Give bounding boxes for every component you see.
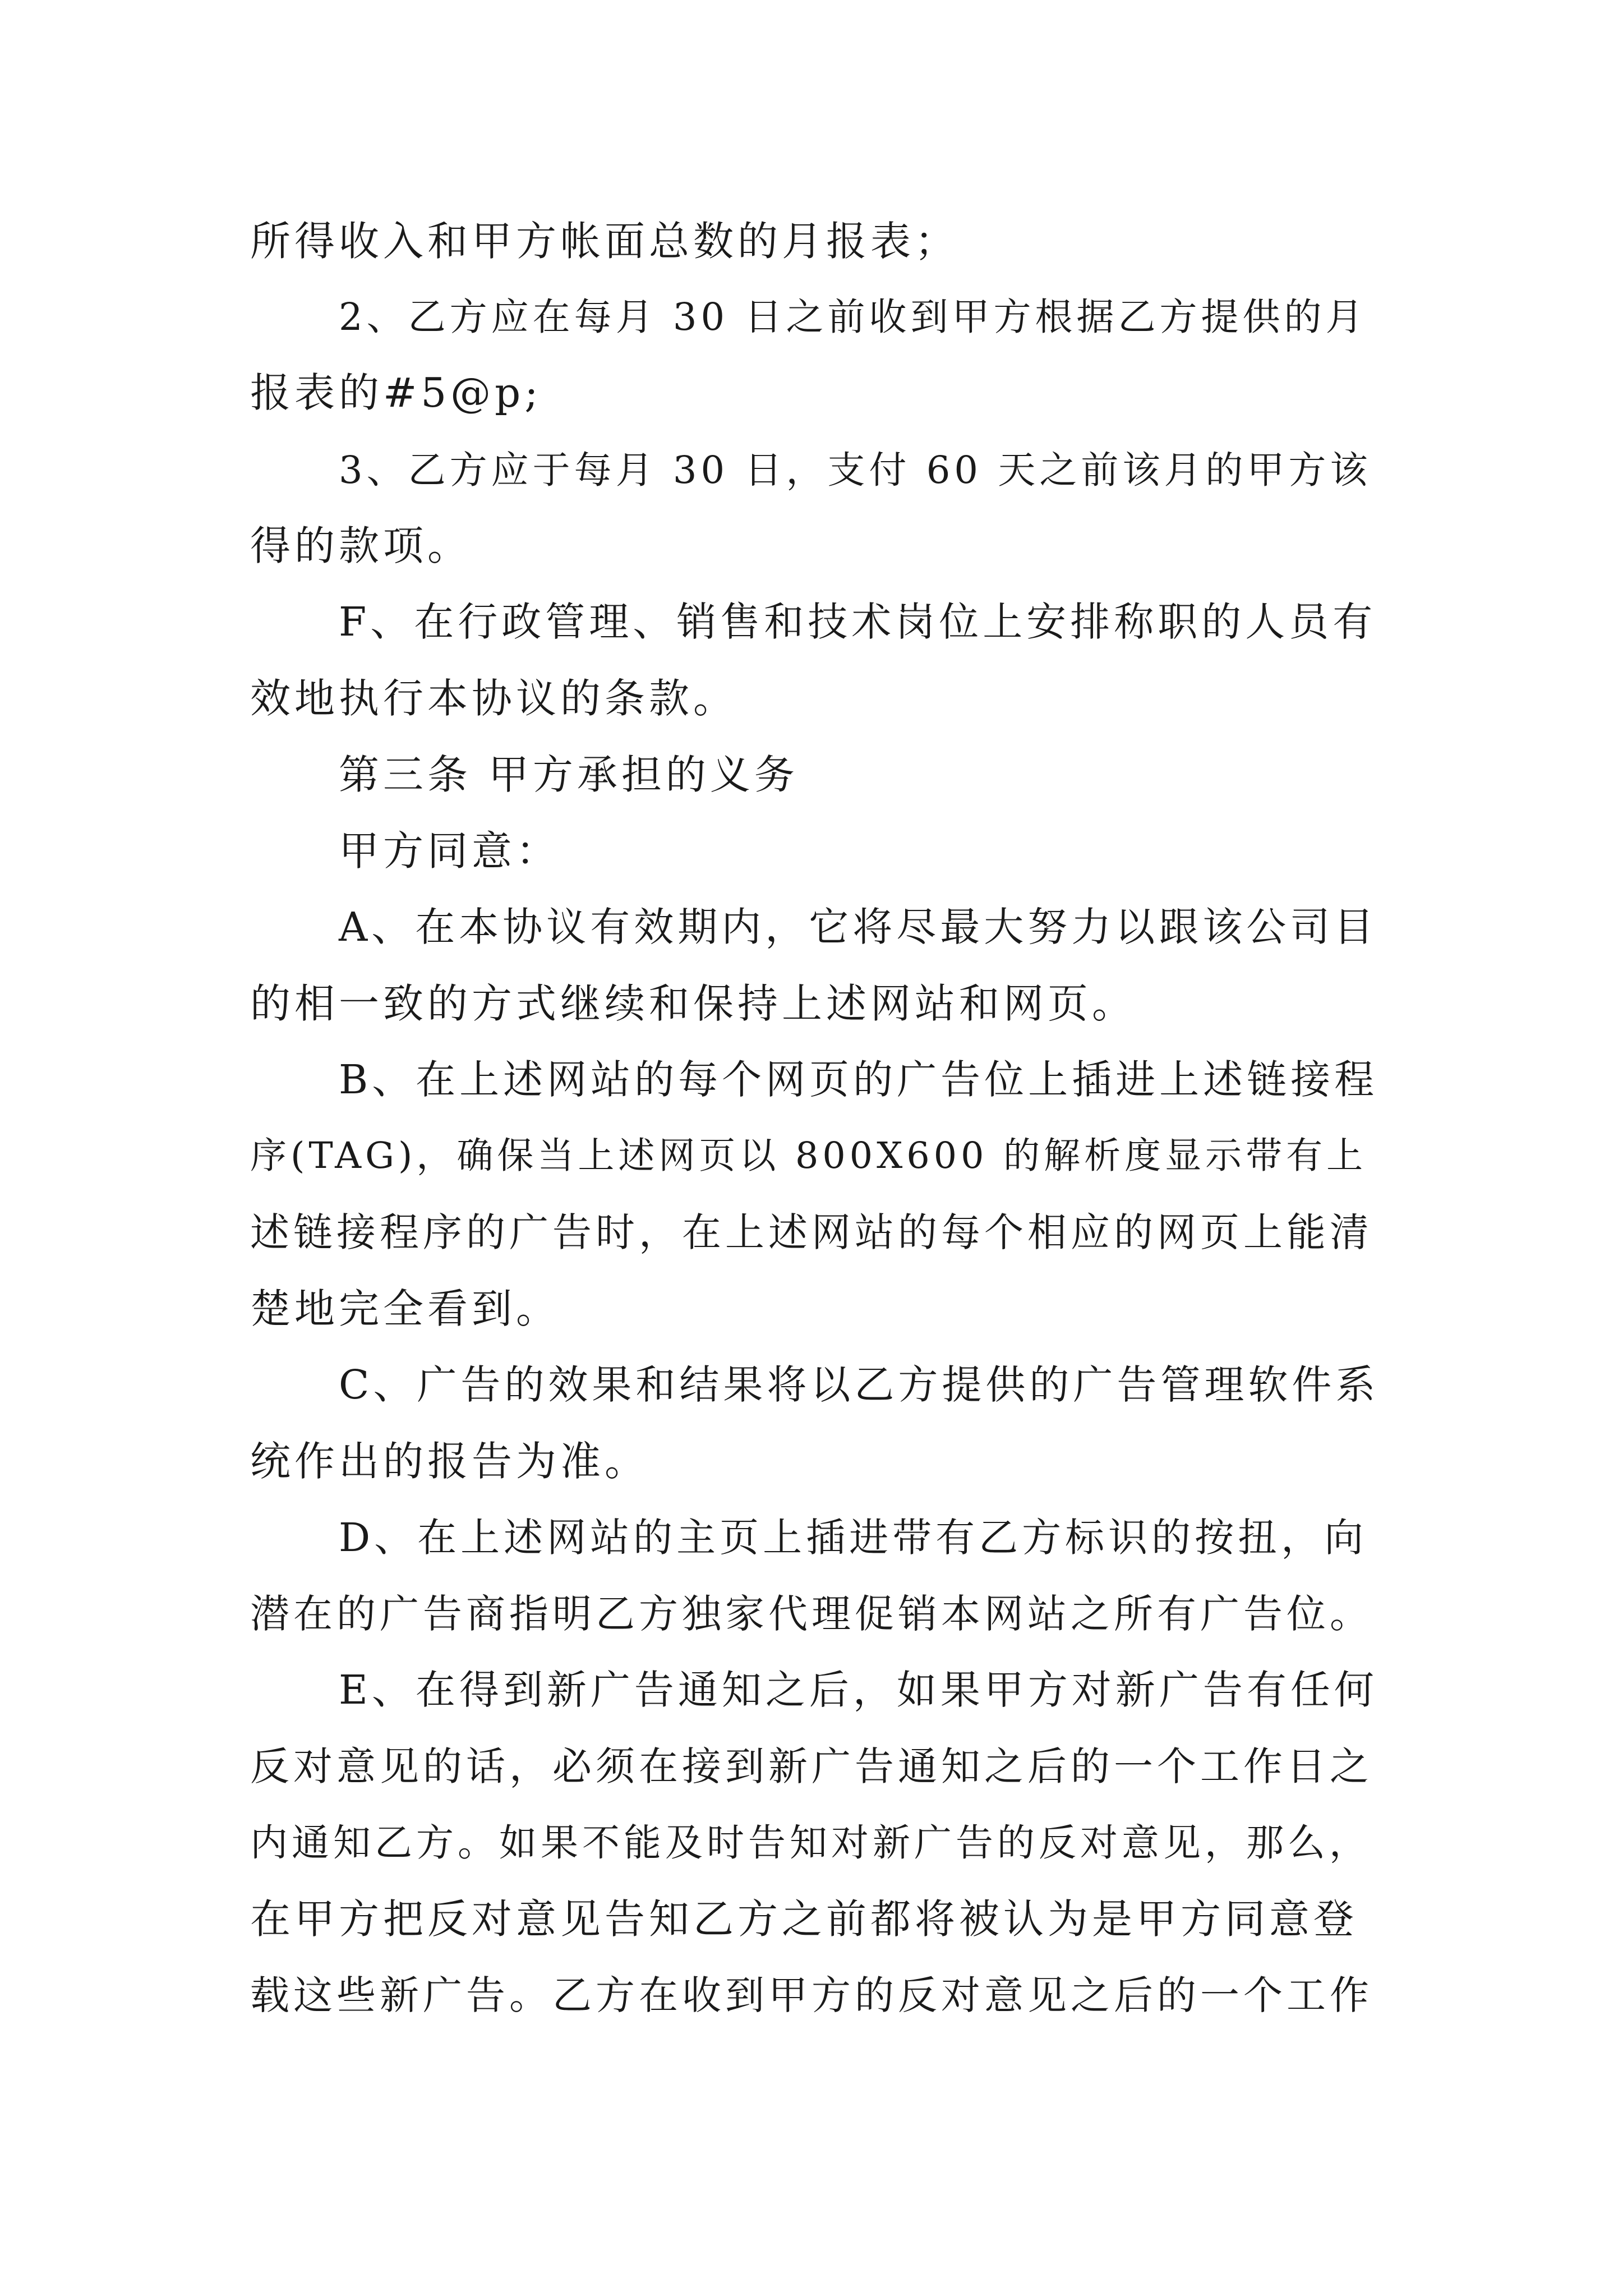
text-line: 效地执行本协议的条款。 [250,675,738,722]
text-line: 所得收入和甲方帐面总数的月报表； [250,218,960,265]
text-line: 报表的#5@p; [250,369,542,416]
text-line: 内通知乙方。如果不能及时告知对新广告的反对意见，那么， [250,1821,1371,1865]
text-line: C、广告的效果和结果将以乙方提供的广告管理软件系 [339,1361,1380,1408]
text-line: E、在得到新广告通知之后，如果甲方对新广告有任何 [339,1667,1378,1713]
text-line: 序(TAG)，确保当上述网页以 800X600 的解析度显示带有上 [250,1135,1367,1177]
text-line: 2、乙方应在每月 30 日之前收到甲方根据乙方提供的月 [339,295,1367,339]
text-line: 的相一致的方式继续和保持上述网站和网页。 [250,980,1137,1027]
text-line: F、在行政管理、销售和技术岗位上安排称职的人员有 [339,599,1377,645]
text-line: 得的款项。 [250,522,472,569]
text-line: 载这些新广告。乙方在收到甲方的反对意见之后的一个工作 [250,1972,1373,2018]
text-line: 反对意见的话，必须在接到新广告通知之后的一个工作日之 [250,1743,1373,1789]
text-line: 述链接程序的广告时，在上述网站的每个相应的网页上能清 [250,1209,1373,1255]
text-line: D、在上述网站的主页上插进带有乙方标识的按扭，向 [339,1515,1368,1561]
text-line: 3、乙方应于每月 30 日，支付 60 天之前该月的甲方该 [339,448,1372,492]
text-line: 统作出的报告为准。 [250,1438,649,1485]
text-line: 潜在的广告商指明乙方独家代理促销本网站之所有广告位。 [250,1591,1373,1637]
section-heading: 第三条 甲方承担的义务 [339,751,799,798]
text-line: 楚地完全看到。 [250,1285,561,1332]
text-line: A、在本协议有效期内，它将尽最大努力以跟该公司目 [339,904,1378,950]
text-line: B、在上述网站的每个网页的广告位上插进上述链接程 [339,1056,1378,1103]
text-line: 在甲方把反对意见告知乙方之前都将被认为是甲方同意登 [250,1895,1358,1943]
text-line: 甲方同意： [339,827,561,875]
